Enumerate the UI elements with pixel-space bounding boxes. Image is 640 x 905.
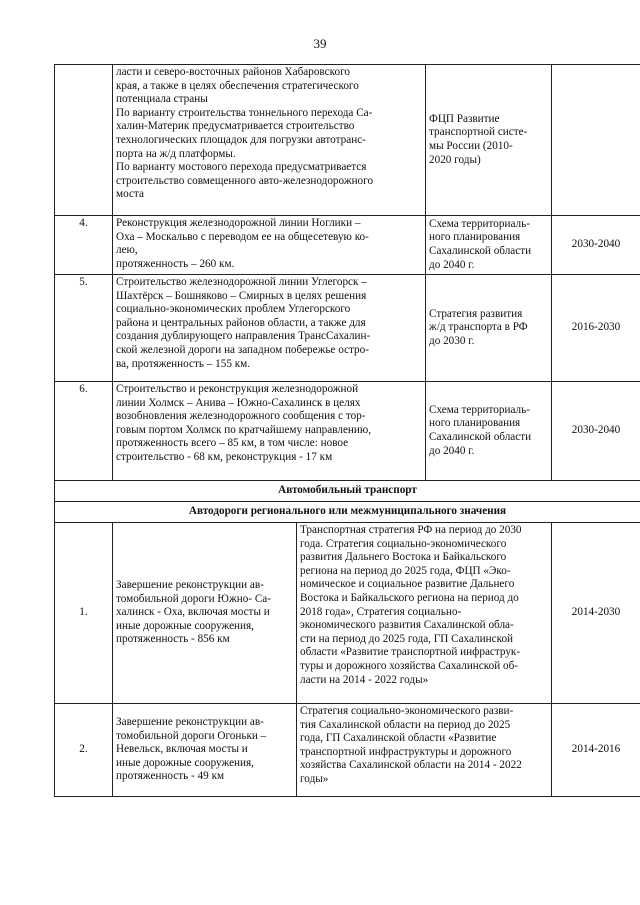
basis-document: Схема территориаль- ного планирования Сахалинской области до 2040 г. xyxy=(426,382,552,481)
row-number: 1. xyxy=(55,523,113,704)
period: 2014-2030 xyxy=(552,523,640,704)
period: 2016-2030 xyxy=(552,275,640,382)
project-description: ласти и северо-восточных районов Хабаровского края, а также в целях обеспечения стратегического потенциала страны По варианту строительства тоннельного перехода Са- халин-Материк предусматривается строительство технологических площадок для погрузки автотранс- порта на ж/д платформы. По варианту мостового перехода предусматривается строительство совмещенного авто-железнодорожного моста xyxy=(113,65,426,216)
row-number: 6. xyxy=(55,382,113,481)
period: 2030-2040 xyxy=(552,216,640,275)
page-number: 39 xyxy=(313,36,327,51)
table-row xyxy=(55,382,640,481)
project-description: Реконструкция железнодорожной линии Ноглики – Оха – Москальво с переводом ее на общесетевую ко- лею, протяженность – 260 км. xyxy=(113,216,426,275)
basis-document: Стратегия развития ж/д транспорта в РФ до 2030 г. xyxy=(426,275,552,382)
period: 2030-2040 xyxy=(552,382,640,481)
project-description: Строительство и реконструкция железнодорожной линии Холмск – Анива – Южно-Сахалинск в целях возобновления железнодорожного сообщения с тор- говым портом Холмск по кратчайшему направлению, протяженность всего – 85 км, в том числе: новое строительство - 68 км, реконструкция - 17 км xyxy=(113,382,426,481)
basis-document: ФЦП Развитие транспортной систе- мы России (2010- 2020 годы) xyxy=(426,65,552,216)
row-number: 2. xyxy=(55,704,113,797)
table-row xyxy=(55,65,640,216)
table-row xyxy=(55,523,640,704)
table-row xyxy=(55,275,640,382)
basis-document: Транспортная стратегия РФ на период до 2030 года. Стратегия социально-экономического развития Дальнего Востока и Байкальского региона на период до 2025 года, ФЦП «Эко- номическое и социальное развитие Дальнего Востока и Байкальского региона на период до 2018 года», Стратегия социально- экономического развития Сахалинской обла- сти на период до 2025 года, ГП Сахалинской области «Развитие транспортной инфраструк- туры и дорожного хозяйства Сахалинской об- ласти на 2014 - 2022 годы» xyxy=(297,523,552,704)
section-header-row xyxy=(55,481,640,502)
project-description: Завершение реконструкции ав- томобильной дороги Южно- Са- халинск - Оха, включая мосты и иные дорожные сооружения, протяженность - 856 км xyxy=(113,523,297,704)
project-description: Строительство железнодорожной линии Углегорск – Шахтёрск – Бошняково – Смирных в целях решения социально-экономических проблем Углегорского района и центральных районов области, а также для создания дублирующего направления ТрансСахалин- ской железной дороги на западном побережье остро- ва, протяженность – 155 км. xyxy=(113,275,426,382)
table-row xyxy=(55,216,640,275)
subsection-header-row xyxy=(55,502,640,523)
section-title: Автомобильный транспорт xyxy=(55,481,640,502)
row-number: 5. xyxy=(55,275,113,382)
project-description: Завершение реконструкции ав- томобильной дороги Огоньки – Невельск, включая мосты и иные дорожные сооружения, протяженность - 49 км xyxy=(113,704,297,797)
period xyxy=(552,65,640,216)
period: 2014-2016 xyxy=(552,704,640,797)
basis-document: Схема территориаль- ного планирования Сахалинской области до 2040 г. xyxy=(426,216,552,275)
subsection-title: Автодороги регионального или межмуниципального значения xyxy=(55,502,640,523)
row-number: 4. xyxy=(55,216,113,275)
basis-document: Стратегия социально-экономического разви- тия Сахалинской области на период до 2025 года, ГП Сахалинской области «Развитие транспортной инфраструктуры и дорожного хозяйства Сахалинской области на 2014 - 2022 годы» xyxy=(297,704,552,797)
projects-table xyxy=(54,64,640,797)
table-row xyxy=(55,704,640,797)
